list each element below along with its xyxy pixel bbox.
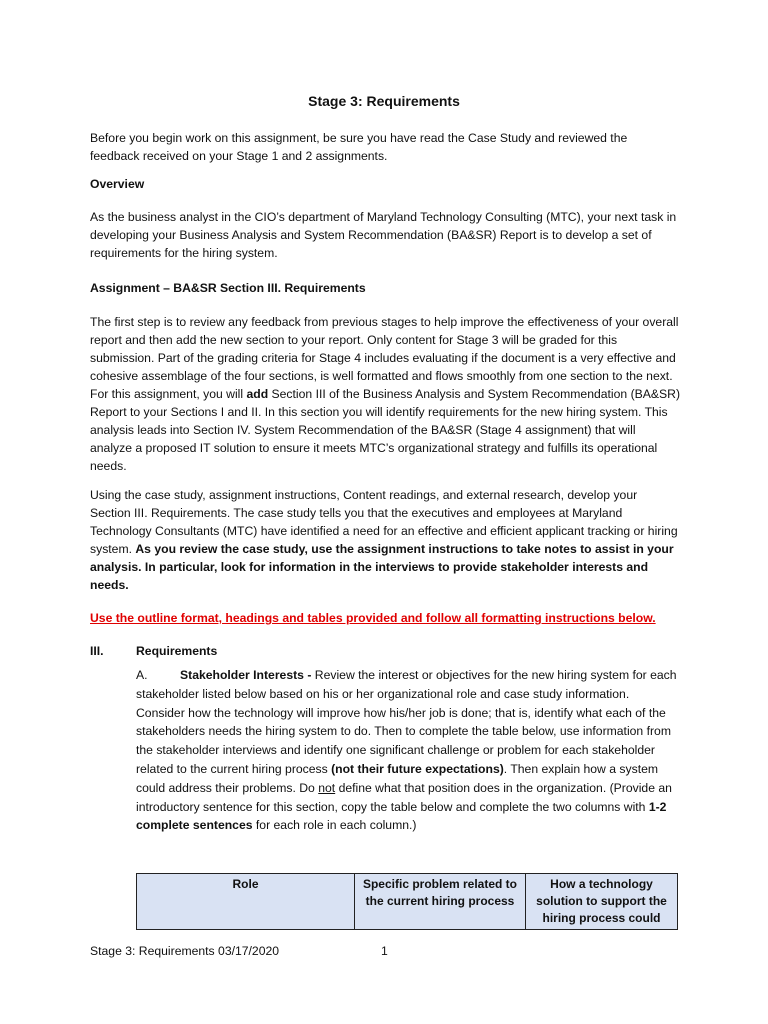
subsection-letter: A. xyxy=(136,668,148,682)
table-header-row xyxy=(137,874,678,930)
overview-paragraph: As the business analyst in the CIO’s department of Maryland Technology Consulting (MTC), your next task in developing your Business Analysis and System Recommendation (BA&SR) Report is to develop a set of requirements for the hiring system. xyxy=(90,210,677,260)
overview-heading: Overview xyxy=(90,177,145,191)
page-number: 1 xyxy=(381,944,388,958)
header-solution: How a technology solution to support the hiring process could xyxy=(526,874,678,930)
section-title: Requirements xyxy=(136,644,218,658)
assignment-heading: Assignment – BA&SR Section III. Requirements xyxy=(90,281,366,295)
header-problem: Specific problem related to the current hiring process xyxy=(355,874,526,930)
intro-paragraph: Before you begin work on this assignment, be sure you have read the Case Study and reviewed the feedback received on your Stage 1 and 2 assignments. xyxy=(90,131,628,163)
stakeholder-table xyxy=(136,873,678,930)
header-role: Role xyxy=(137,874,355,930)
subsection-title: Stakeholder Interests - xyxy=(180,668,315,682)
formatting-instruction: Use the outline format, headings and tables provided and follow all formatting instructions below. xyxy=(90,611,656,625)
stakeholder-interests-paragraph: A. Stakeholder Interests - Review the interest or objectives for the new hiring system for each stakeholder listed below based on his or her organizational role and case study information. Consider how the technology will improve how his/her job is done; that is, identify what each of the stakeholders needs the hiring system to do. Then to complete the table below, use information from the stakeholder interviews and identify one significant challenge or problem for each stakeholder related to the current hiring process (not their future expectations). Then explain how a system could address their problems. Do not define what that position does in the organization. (Provide an introductory sentence for this section, copy the table below and complete the two columns with 1-2 complete sentences for each role in each column.) xyxy=(136,668,677,833)
assignment-paragraph-2: Using the case study, assignment instructions, Content readings, and external research, develop your Section III. Requirements. The case study tells you that the executives and employees at Maryland Technology Consultants (MTC) have identified a need for an effective and efficient applicant tracking or hiring system. As you review the case study, use the assignment instructions to take notes to assist in your analysis. In particular, look for information in the interviews to provide stakeholder interests and needs. xyxy=(90,488,678,592)
page-title: Stage 3: Requirements xyxy=(308,93,460,109)
footer-text: Stage 3: Requirements 03/17/2020 xyxy=(90,944,280,958)
assignment-paragraph-1: The first step is to review any feedback from previous stages to help improve the effectiveness of your overall report and then add the new section to your report. Only content for Stage 3 will be graded for this submission. Part of the grading criteria for Stage 4 includes evaluating if the document is a very effective and cohesive assemblage of the four sections, is well formatted and flows smoothly from one section to the next. For this assignment, you will add Section III of the Business Analysis and System Recommendation (BA&SR) Report to your Sections I and II. In this section you will identify requirements for the new hiring system. This analysis leads into Section IV. System Recommendation of the BA&SR (Stage 4 assignment) that will analyze a proposed IT solution to ensure it meets MTC’s organizational strategy and fulfills its operational needs. xyxy=(90,315,680,473)
section-number: III. xyxy=(90,644,104,658)
